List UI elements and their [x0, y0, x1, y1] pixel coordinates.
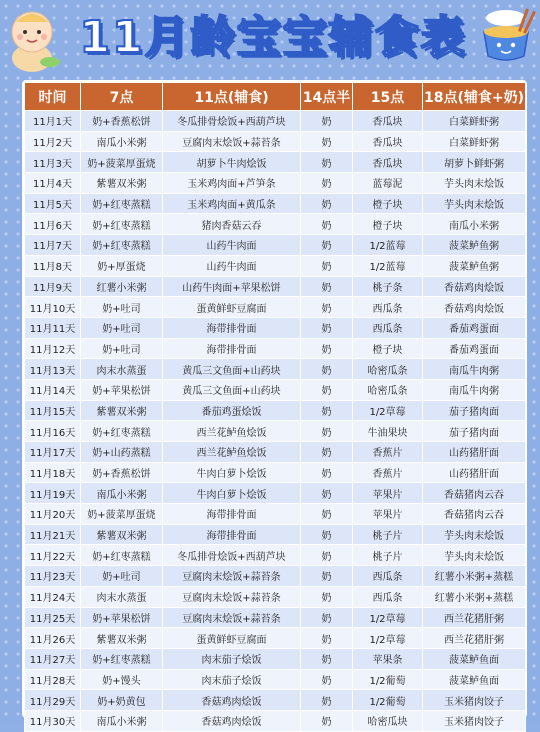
- table-row: [25, 276, 526, 297]
- meal-table: [22, 80, 527, 729]
- breakfast-cell: 南瓜小米粥: [81, 710, 163, 731]
- lunch-cell: 山药牛肉面: [163, 235, 301, 256]
- milk-cell: 奶: [301, 442, 353, 463]
- table-row: [25, 545, 526, 566]
- dinner-cell: 南瓜牛肉粥: [423, 359, 526, 380]
- milk-cell: 奶: [301, 648, 353, 669]
- day-cell: 11月3天: [25, 152, 81, 173]
- snack-cell: 牛油果块: [353, 421, 423, 442]
- lunch-cell: 冬瓜排骨烩饭+西葫芦块: [163, 545, 301, 566]
- dinner-cell: 香菇猪肉云吞: [423, 504, 526, 525]
- milk-cell: 奶: [301, 669, 353, 690]
- milk-cell: 奶: [301, 359, 353, 380]
- lunch-cell: 香菇鸡肉烩饭: [163, 690, 301, 711]
- day-cell: 11月25天: [25, 607, 81, 628]
- snack-cell: 香蕉片: [353, 462, 423, 483]
- day-cell: 11月16天: [25, 421, 81, 442]
- lunch-cell: 黄瓜三文鱼面+山药块: [163, 379, 301, 400]
- dinner-cell: 番茄鸡蛋面: [423, 317, 526, 338]
- table-row: [25, 359, 526, 380]
- milk-cell: 奶: [301, 338, 353, 359]
- breakfast-cell: 奶+香蕉松饼: [81, 462, 163, 483]
- day-cell: 11月18天: [25, 462, 81, 483]
- breakfast-cell: 南瓜小米粥: [81, 131, 163, 152]
- snack-cell: 香瓜块: [353, 152, 423, 173]
- milk-cell: 奶: [301, 710, 353, 731]
- dinner-cell: 菠菜鲈鱼粥: [423, 235, 526, 256]
- header-15: 15点: [353, 83, 423, 111]
- milk-cell: 奶: [301, 297, 353, 318]
- milk-cell: 奶: [301, 379, 353, 400]
- breakfast-cell: 奶+苹果松饼: [81, 607, 163, 628]
- day-cell: 11月14天: [25, 379, 81, 400]
- dinner-cell: 香菇猪肉云吞: [423, 483, 526, 504]
- milk-cell: 奶: [301, 462, 353, 483]
- dinner-cell: 西兰花猪肝粥: [423, 628, 526, 649]
- lunch-cell: 山药牛肉面+苹果松饼: [163, 276, 301, 297]
- milk-cell: 奶: [301, 193, 353, 214]
- table-row: [25, 193, 526, 214]
- day-cell: 11月26天: [25, 628, 81, 649]
- breakfast-cell: 紫薯双米粥: [81, 628, 163, 649]
- baby-icon: [2, 2, 62, 74]
- dinner-cell: 白菜鲜虾粥: [423, 111, 526, 132]
- page-title: 11月龄宝宝辅食表: [79, 12, 467, 63]
- table-row: [25, 442, 526, 463]
- snack-cell: 桃子片: [353, 545, 423, 566]
- dinner-cell: 菠菜鲈鱼面: [423, 669, 526, 690]
- day-cell: 11月6天: [25, 214, 81, 235]
- header-11am: 11点(辅食): [163, 83, 301, 111]
- breakfast-cell: 奶+菠菜厚蛋烧: [81, 504, 163, 525]
- day-cell: 11月15天: [25, 400, 81, 421]
- snack-cell: 蓝莓泥: [353, 173, 423, 194]
- day-cell: 11月19天: [25, 483, 81, 504]
- lunch-cell: 玉米鸡肉面+芦笋条: [163, 173, 301, 194]
- table-row: [25, 152, 526, 173]
- lunch-cell: 西兰花鲈鱼烩饭: [163, 442, 301, 463]
- table-row: [25, 462, 526, 483]
- snack-cell: 1/2葡萄: [353, 669, 423, 690]
- breakfast-cell: 奶+菠菜厚蛋烧: [81, 152, 163, 173]
- header-18: 18点(辅食+奶): [423, 83, 526, 111]
- table-row: [25, 400, 526, 421]
- breakfast-cell: 南瓜小米粥: [81, 483, 163, 504]
- milk-cell: 奶: [301, 276, 353, 297]
- lunch-cell: 蛋黄鲜虾豆腐面: [163, 628, 301, 649]
- milk-cell: 奶: [301, 566, 353, 587]
- lunch-cell: 豆腐肉末烩饭+蒜苔条: [163, 566, 301, 587]
- snack-cell: 橙子块: [353, 338, 423, 359]
- snack-cell: 桃子条: [353, 276, 423, 297]
- dinner-cell: 芋头肉末烩饭: [423, 545, 526, 566]
- table-row: [25, 669, 526, 690]
- milk-cell: 奶: [301, 524, 353, 545]
- dinner-cell: 香菇鸡肉烩饭: [423, 276, 526, 297]
- snack-cell: 西瓜条: [353, 586, 423, 607]
- milk-cell: 奶: [301, 607, 353, 628]
- milk-cell: 奶: [301, 586, 353, 607]
- breakfast-cell: 奶+吐司: [81, 566, 163, 587]
- dinner-cell: 芋头肉末烩饭: [423, 193, 526, 214]
- table-row: [25, 235, 526, 256]
- table-header-row: [25, 83, 526, 111]
- snack-cell: 1/2葡萄: [353, 690, 423, 711]
- breakfast-cell: 奶+苹果松饼: [81, 379, 163, 400]
- day-cell: 11月22天: [25, 545, 81, 566]
- table-row: [25, 317, 526, 338]
- lunch-cell: 蛋黄鲜虾豆腐面: [163, 297, 301, 318]
- snack-cell: 香瓜块: [353, 111, 423, 132]
- breakfast-cell: 奶+红枣蒸糕: [81, 545, 163, 566]
- snack-cell: 哈密瓜块: [353, 710, 423, 731]
- breakfast-cell: 紫薯双米粥: [81, 400, 163, 421]
- dinner-cell: 南瓜牛肉粥: [423, 379, 526, 400]
- milk-cell: 奶: [301, 131, 353, 152]
- day-cell: 11月30天: [25, 710, 81, 731]
- table-row: [25, 504, 526, 525]
- food-bowl-icon: [474, 2, 538, 74]
- breakfast-cell: 奶+山药蒸糕: [81, 442, 163, 463]
- snack-cell: 西瓜条: [353, 297, 423, 318]
- day-cell: 11月12天: [25, 338, 81, 359]
- lunch-cell: 海带排骨面: [163, 504, 301, 525]
- day-cell: 11月21天: [25, 524, 81, 545]
- dinner-cell: 玉米猪肉饺子: [423, 710, 526, 731]
- lunch-cell: 黄瓜三文鱼面+山药块: [163, 359, 301, 380]
- breakfast-cell: 奶+吐司: [81, 317, 163, 338]
- breakfast-cell: 肉末水蒸蛋: [81, 359, 163, 380]
- lunch-cell: 豆腐肉末烩饭+蒜苔条: [163, 607, 301, 628]
- day-cell: 11月17天: [25, 442, 81, 463]
- milk-cell: 奶: [301, 111, 353, 132]
- day-cell: 11月8天: [25, 255, 81, 276]
- table-row: [25, 566, 526, 587]
- table-row: [25, 379, 526, 400]
- milk-cell: 奶: [301, 483, 353, 504]
- milk-cell: 奶: [301, 214, 353, 235]
- dinner-cell: 香菇鸡肉烩饭: [423, 297, 526, 318]
- breakfast-cell: 奶+厚蛋烧: [81, 255, 163, 276]
- day-cell: 11月13天: [25, 359, 81, 380]
- dinner-cell: 白菜鲜虾粥: [423, 131, 526, 152]
- breakfast-cell: 肉末水蒸蛋: [81, 586, 163, 607]
- table-row: [25, 297, 526, 318]
- breakfast-cell: 奶+红枣蒸糕: [81, 214, 163, 235]
- dinner-cell: 菠菜鲈鱼面: [423, 648, 526, 669]
- day-cell: 11月24天: [25, 586, 81, 607]
- dinner-cell: 山药猪肝面: [423, 462, 526, 483]
- snack-cell: 1/2草莓: [353, 607, 423, 628]
- snack-cell: 苹果条: [353, 648, 423, 669]
- lunch-cell: 海带排骨面: [163, 317, 301, 338]
- lunch-cell: 豆腐肉末烩饭+蒜苔条: [163, 586, 301, 607]
- dinner-cell: 红薯小米粥+蒸糕: [423, 586, 526, 607]
- dinner-cell: 胡萝卜鲜虾粥: [423, 152, 526, 173]
- milk-cell: 奶: [301, 255, 353, 276]
- lunch-cell: 山药牛肉面: [163, 255, 301, 276]
- snack-cell: 1/2草莓: [353, 400, 423, 421]
- snack-cell: 哈密瓜条: [353, 359, 423, 380]
- table-row: [25, 628, 526, 649]
- snack-cell: 橙子块: [353, 193, 423, 214]
- milk-cell: 奶: [301, 421, 353, 442]
- breakfast-cell: 奶+吐司: [81, 338, 163, 359]
- day-cell: 11月23天: [25, 566, 81, 587]
- day-cell: 11月1天: [25, 111, 81, 132]
- breakfast-cell: 紫薯双米粥: [81, 173, 163, 194]
- snack-cell: 香瓜块: [353, 131, 423, 152]
- lunch-cell: 牛肉白萝卜烩饭: [163, 483, 301, 504]
- snack-cell: 哈密瓜条: [353, 379, 423, 400]
- day-cell: 11月27天: [25, 648, 81, 669]
- dinner-cell: 茄子猪肉面: [423, 400, 526, 421]
- day-cell: 11月20天: [25, 504, 81, 525]
- header-1430: 14点半: [301, 83, 353, 111]
- lunch-cell: 猪肉香菇云吞: [163, 214, 301, 235]
- breakfast-cell: 奶+吐司: [81, 297, 163, 318]
- table-row: [25, 483, 526, 504]
- breakfast-cell: 紫薯双米粥: [81, 524, 163, 545]
- lunch-cell: 番茄鸡蛋烩饭: [163, 400, 301, 421]
- dinner-cell: 芋头肉末烩饭: [423, 173, 526, 194]
- day-cell: 11月10天: [25, 297, 81, 318]
- table-row: [25, 111, 526, 132]
- day-cell: 11月29天: [25, 690, 81, 711]
- lunch-cell: 西兰花鲈鱼烩饭: [163, 421, 301, 442]
- day-cell: 11月28天: [25, 669, 81, 690]
- breakfast-cell: 红薯小米粥: [81, 276, 163, 297]
- snack-cell: 香蕉片: [353, 442, 423, 463]
- dinner-cell: 红薯小米粥+蒸糕: [423, 566, 526, 587]
- snack-cell: 1/2草莓: [353, 628, 423, 649]
- snack-cell: 桃子片: [353, 524, 423, 545]
- dinner-cell: 芋头肉末烩饭: [423, 524, 526, 545]
- milk-cell: 奶: [301, 545, 353, 566]
- lunch-cell: 海带排骨面: [163, 338, 301, 359]
- snack-cell: 橙子块: [353, 214, 423, 235]
- day-cell: 11月5天: [25, 193, 81, 214]
- header-time: 时间: [25, 83, 81, 111]
- table-row: [25, 338, 526, 359]
- breakfast-cell: 奶+奶黄包: [81, 690, 163, 711]
- day-cell: 11月9天: [25, 276, 81, 297]
- table-row: [25, 421, 526, 442]
- table-row: [25, 524, 526, 545]
- lunch-cell: 玉米鸡肉面+黄瓜条: [163, 193, 301, 214]
- lunch-cell: 牛肉白萝卜烩饭: [163, 462, 301, 483]
- snack-cell: 西瓜条: [353, 566, 423, 587]
- dinner-cell: 菠菜鲈鱼粥: [423, 255, 526, 276]
- table-row: [25, 710, 526, 731]
- milk-cell: 奶: [301, 152, 353, 173]
- milk-cell: 奶: [301, 400, 353, 421]
- table-row: [25, 173, 526, 194]
- milk-cell: 奶: [301, 628, 353, 649]
- day-cell: 11月4天: [25, 173, 81, 194]
- snack-cell: 1/2蓝莓: [353, 255, 423, 276]
- lunch-cell: 海带排骨面: [163, 524, 301, 545]
- table-row: [25, 255, 526, 276]
- milk-cell: 奶: [301, 504, 353, 525]
- lunch-cell: 胡萝卜牛肉烩饭: [163, 152, 301, 173]
- snack-cell: 苹果片: [353, 483, 423, 504]
- dinner-cell: 茄子猪肉面: [423, 421, 526, 442]
- breakfast-cell: 奶+红枣蒸糕: [81, 193, 163, 214]
- day-cell: 11月2天: [25, 131, 81, 152]
- breakfast-cell: 奶+馒头: [81, 669, 163, 690]
- lunch-cell: 冬瓜排骨烩饭+西葫芦块: [163, 111, 301, 132]
- day-cell: 11月11天: [25, 317, 81, 338]
- milk-cell: 奶: [301, 317, 353, 338]
- snack-cell: 1/2蓝莓: [353, 235, 423, 256]
- milk-cell: 奶: [301, 173, 353, 194]
- lunch-cell: 肉末茄子烩饭: [163, 648, 301, 669]
- table-row: [25, 690, 526, 711]
- snack-cell: 西瓜条: [353, 317, 423, 338]
- table-row: [25, 131, 526, 152]
- breakfast-cell: 奶+红枣蒸糕: [81, 235, 163, 256]
- breakfast-cell: 奶+香蕉松饼: [81, 111, 163, 132]
- lunch-cell: 肉末茄子烩饭: [163, 669, 301, 690]
- header-7am: 7点: [81, 83, 163, 111]
- lunch-cell: 香菇鸡肉烩饭: [163, 710, 301, 731]
- milk-cell: 奶: [301, 235, 353, 256]
- table-row: [25, 214, 526, 235]
- lunch-cell: 豆腐肉末烩饭+蒜苔条: [163, 131, 301, 152]
- milk-cell: 奶: [301, 690, 353, 711]
- dinner-cell: 玉米猪肉饺子: [423, 690, 526, 711]
- breakfast-cell: 奶+红枣蒸糕: [81, 648, 163, 669]
- day-cell: 11月7天: [25, 235, 81, 256]
- table-row: [25, 586, 526, 607]
- table-row: [25, 607, 526, 628]
- dinner-cell: 西兰花猪肝粥: [423, 607, 526, 628]
- dinner-cell: 山药猪肝面: [423, 442, 526, 463]
- dinner-cell: 南瓜小米粥: [423, 214, 526, 235]
- breakfast-cell: 奶+红枣蒸糕: [81, 421, 163, 442]
- dinner-cell: 番茄鸡蛋面: [423, 338, 526, 359]
- table-row: [25, 648, 526, 669]
- snack-cell: 苹果片: [353, 504, 423, 525]
